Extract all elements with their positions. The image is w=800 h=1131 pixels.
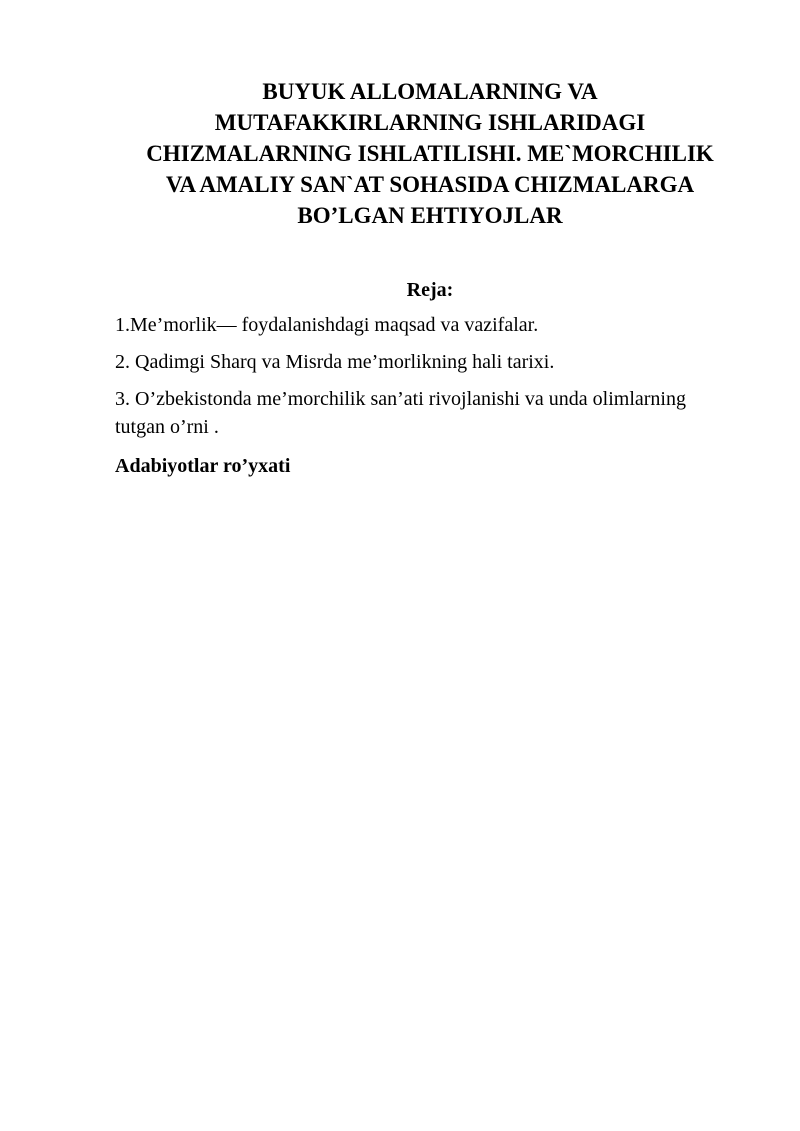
- plan-item: [115, 311, 735, 339]
- plan-item: [115, 385, 735, 441]
- plan-item-text: 1.Me’morlik— foydalanishdagi maqsad va vazifalar.: [115, 314, 539, 336]
- plan-item: [115, 348, 735, 376]
- title-line: MUTAFAKKIRLARNING ISHLARIDAGI: [214, 110, 646, 135]
- plan-item-text: 3. O’zbekistonda me’morchilik san’ati rivojlanishi va unda olimlarning: [115, 388, 686, 410]
- references-heading: Adabiyotlar ro’yxati: [115, 455, 291, 477]
- plan-item-text: 2. Qadimgi Sharq va Misrda me’morlikning hali tarixi.: [115, 351, 555, 373]
- title-line: VA AMALIY SAN`AT SOHASIDA CHIZMALARGA: [165, 172, 695, 197]
- plan-item-text: tutgan o’rni .: [115, 416, 219, 438]
- title-line: BO’LGAN EHTIYOJLAR: [297, 203, 563, 228]
- plan-heading: Reja:: [406, 279, 454, 301]
- document-title: [100, 76, 760, 231]
- title-line: BUYUK ALLOMALARNING VA: [262, 79, 598, 104]
- title-line: CHIZMALARNING ISHLATILISHI. ME`MORCHILIK: [146, 141, 714, 166]
- plan-list: [115, 311, 735, 450]
